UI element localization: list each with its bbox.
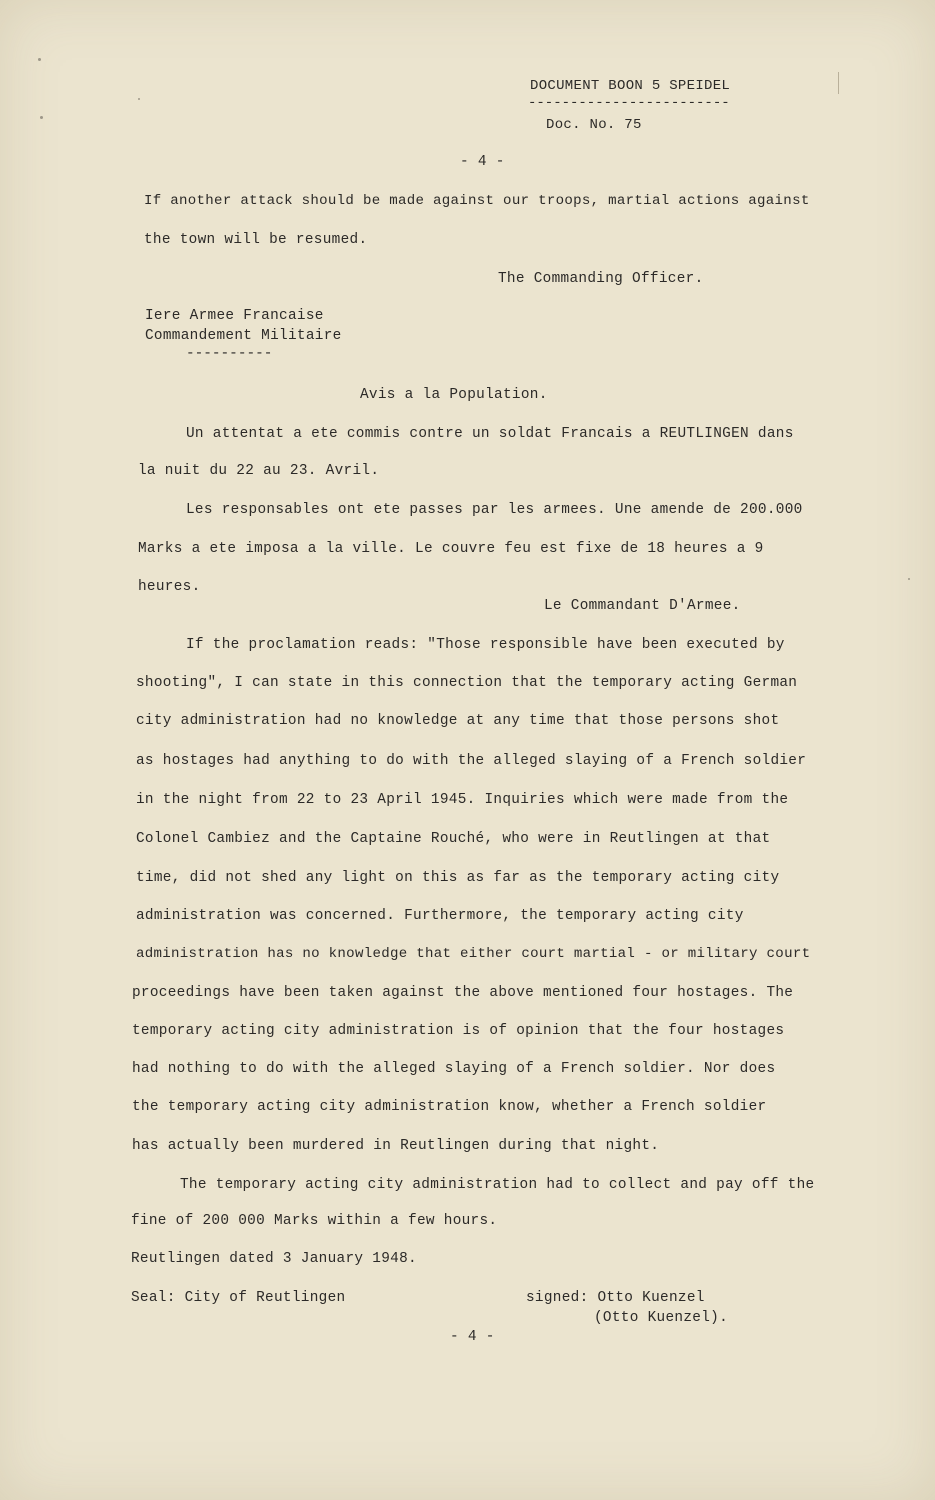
- body-line-9: administration has no knowledge that either court martial - or military court: [136, 946, 811, 962]
- commanding-officer-signature: The Commanding Officer.: [498, 271, 704, 287]
- body-line-1: If the proclamation reads: "Those responsible have been executed by: [186, 637, 785, 653]
- commandant-signature: Le Commandant D'Armee.: [544, 598, 741, 614]
- paper-speck: [908, 578, 910, 580]
- notice-paragraph-1-line-1: Un attentat a ete commis contre un soldat Francais a REUTLINGEN dans: [186, 426, 794, 442]
- page-number-top: - 4 -: [460, 154, 505, 170]
- paper-fold-mark: [838, 72, 839, 94]
- body-paragraph-2-line-2: fine of 200 000 Marks within a few hours.: [131, 1213, 498, 1229]
- intro-line-1: If another attack should be made against our troops, martial actions against: [144, 193, 810, 209]
- document-number: Doc. No. 75: [546, 117, 642, 133]
- notice-paragraph-2-line-1: Les responsables ont ete passes par les armees. Une amende de 200.000: [186, 502, 803, 518]
- body-line-6: Colonel Cambiez and the Captaine Rouché, who were in Reutlingen at that: [136, 831, 771, 847]
- body-line-7: time, did not shed any light on this as far as the temporary acting city: [136, 870, 780, 886]
- paper-speck: [138, 98, 140, 100]
- document-reference: DOCUMENT BOON 5 SPEIDEL: [530, 78, 731, 94]
- paper-speck: [40, 116, 43, 119]
- intro-line-2: the town will be resumed.: [144, 232, 368, 248]
- body-line-4: as hostages had anything to do with the alleged slaying of a French soldier: [136, 753, 807, 769]
- body-line-13: the temporary acting city administration know, whether a French soldier: [132, 1099, 767, 1115]
- body-paragraph-2-line-1: The temporary acting city administration had to collect and pay off the: [180, 1177, 815, 1193]
- military-header-line-1: Iere Armee Francaise: [145, 308, 324, 324]
- body-line-3: city administration had no knowledge at any time that those persons shot: [136, 713, 780, 729]
- body-line-8: administration was concerned. Furthermore, the temporary acting city: [136, 908, 744, 924]
- page-number-bottom: - 4 -: [450, 1329, 495, 1345]
- signed-name: (Otto Kuenzel).: [594, 1310, 729, 1326]
- notice-paragraph-2-line-2: Marks a ete imposa a la ville. Le couvre feu est fixe de 18 heures a 9: [138, 541, 764, 557]
- notice-title: Avis a la Population.: [360, 387, 548, 403]
- notice-paragraph-1-line-2: la nuit du 22 au 23. Avril.: [138, 463, 380, 479]
- signed-line: signed: Otto Kuenzel: [526, 1290, 705, 1306]
- body-line-2: shooting", I can state in this connection that the temporary acting German: [136, 675, 798, 691]
- paper-speck: [38, 58, 41, 61]
- body-line-12: had nothing to do with the alleged slaying of a French soldier. Nor does: [132, 1061, 776, 1077]
- military-header-line-2: Commandement Militaire: [145, 328, 342, 344]
- military-header-separator: ----------: [186, 346, 273, 362]
- body-line-14: has actually been murdered in Reutlingen during that night.: [132, 1138, 660, 1154]
- dated-line: Reutlingen dated 3 January 1948.: [131, 1251, 417, 1267]
- seal-line: Seal: City of Reutlingen: [131, 1290, 346, 1306]
- header-separator: ------------------------: [528, 95, 730, 111]
- body-line-5: in the night from 22 to 23 April 1945. Inquiries which were made from the: [136, 792, 789, 808]
- body-line-10: proceedings have been taken against the above mentioned four hostages. The: [132, 985, 794, 1001]
- body-line-11: temporary acting city administration is of opinion that the four hostages: [132, 1023, 785, 1039]
- notice-paragraph-2-line-3: heures.: [138, 579, 201, 595]
